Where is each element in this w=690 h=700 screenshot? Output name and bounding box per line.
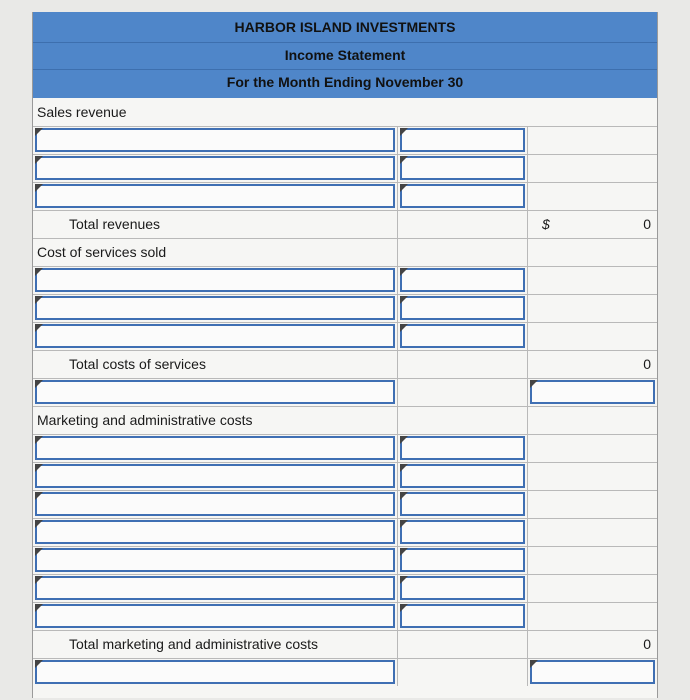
cost-account-input[interactable] xyxy=(35,296,395,320)
revenue-account-input[interactable] xyxy=(35,156,395,180)
revenue-amount-input[interactable] xyxy=(400,184,525,208)
final-label-input[interactable] xyxy=(35,660,395,684)
marketing-amount-input[interactable] xyxy=(400,548,525,572)
total-revenues-value: 0 xyxy=(643,216,651,232)
marketing-input-row xyxy=(33,546,657,575)
marketing-input-row xyxy=(33,434,657,463)
sales-revenue-label: Sales revenue xyxy=(37,104,127,120)
marketing-account-input[interactable] xyxy=(35,576,395,600)
sales-revenue-heading-row xyxy=(33,98,657,127)
subtotal-input-row xyxy=(33,378,657,407)
marketing-input-row xyxy=(33,490,657,519)
revenue-account-input[interactable] xyxy=(35,128,395,152)
cost-amount-input[interactable] xyxy=(400,296,525,320)
cost-heading-row xyxy=(33,238,657,267)
statement-header xyxy=(33,12,657,98)
marketing-account-input[interactable] xyxy=(35,520,395,544)
total-costs-label: Total costs of services xyxy=(69,356,206,372)
company-name: HARBOR ISLAND INVESTMENTS xyxy=(234,19,456,35)
total-marketing-row xyxy=(33,630,657,659)
revenue-amount-input[interactable] xyxy=(400,128,525,152)
marketing-account-input[interactable] xyxy=(35,436,395,460)
marketing-account-input[interactable] xyxy=(35,492,395,516)
total-marketing-value: 0 xyxy=(643,636,651,652)
total-marketing-label: Total marketing and administrative costs xyxy=(69,636,318,652)
subtotal-amount-input[interactable] xyxy=(530,380,655,404)
revenue-input-row xyxy=(33,154,657,183)
marketing-amount-input[interactable] xyxy=(400,576,525,600)
marketing-input-row xyxy=(33,518,657,547)
marketing-input-row xyxy=(33,602,657,631)
revenue-amount-input[interactable] xyxy=(400,156,525,180)
revenue-input-row xyxy=(33,126,657,155)
revenue-input-row xyxy=(33,182,657,211)
cost-input-row xyxy=(33,322,657,351)
marketing-heading-row xyxy=(33,406,657,435)
statement-period: For the Month Ending November 30 xyxy=(226,74,464,90)
marketing-account-input[interactable] xyxy=(35,548,395,572)
marketing-amount-input[interactable] xyxy=(400,604,525,628)
marketing-input-row xyxy=(33,574,657,603)
income-statement-form xyxy=(32,12,658,698)
marketing-amount-input[interactable] xyxy=(400,492,525,516)
cost-account-input[interactable] xyxy=(35,324,395,348)
marketing-account-input[interactable] xyxy=(35,604,395,628)
total-costs-row xyxy=(33,350,657,379)
cost-amount-input[interactable] xyxy=(400,324,525,348)
cost-input-row xyxy=(33,294,657,323)
final-amount-input[interactable] xyxy=(530,660,655,684)
cost-account-input[interactable] xyxy=(35,268,395,292)
marketing-admin-label: Marketing and administrative costs xyxy=(37,412,253,428)
cost-amount-input[interactable] xyxy=(400,268,525,292)
statement-title: Income Statement xyxy=(284,47,406,63)
currency-symbol: $ xyxy=(542,216,550,232)
total-costs-value: 0 xyxy=(643,356,651,372)
marketing-account-input[interactable] xyxy=(35,464,395,488)
marketing-amount-input[interactable] xyxy=(400,464,525,488)
marketing-input-row xyxy=(33,462,657,491)
marketing-amount-input[interactable] xyxy=(400,520,525,544)
subtotal-label-input[interactable] xyxy=(35,380,395,404)
marketing-amount-input[interactable] xyxy=(400,436,525,460)
cost-of-services-label: Cost of services sold xyxy=(37,244,167,260)
revenue-account-input[interactable] xyxy=(35,184,395,208)
cost-input-row xyxy=(33,266,657,295)
total-revenues-label: Total revenues xyxy=(69,216,161,232)
total-revenues-row xyxy=(33,210,657,239)
final-input-row xyxy=(33,658,657,686)
